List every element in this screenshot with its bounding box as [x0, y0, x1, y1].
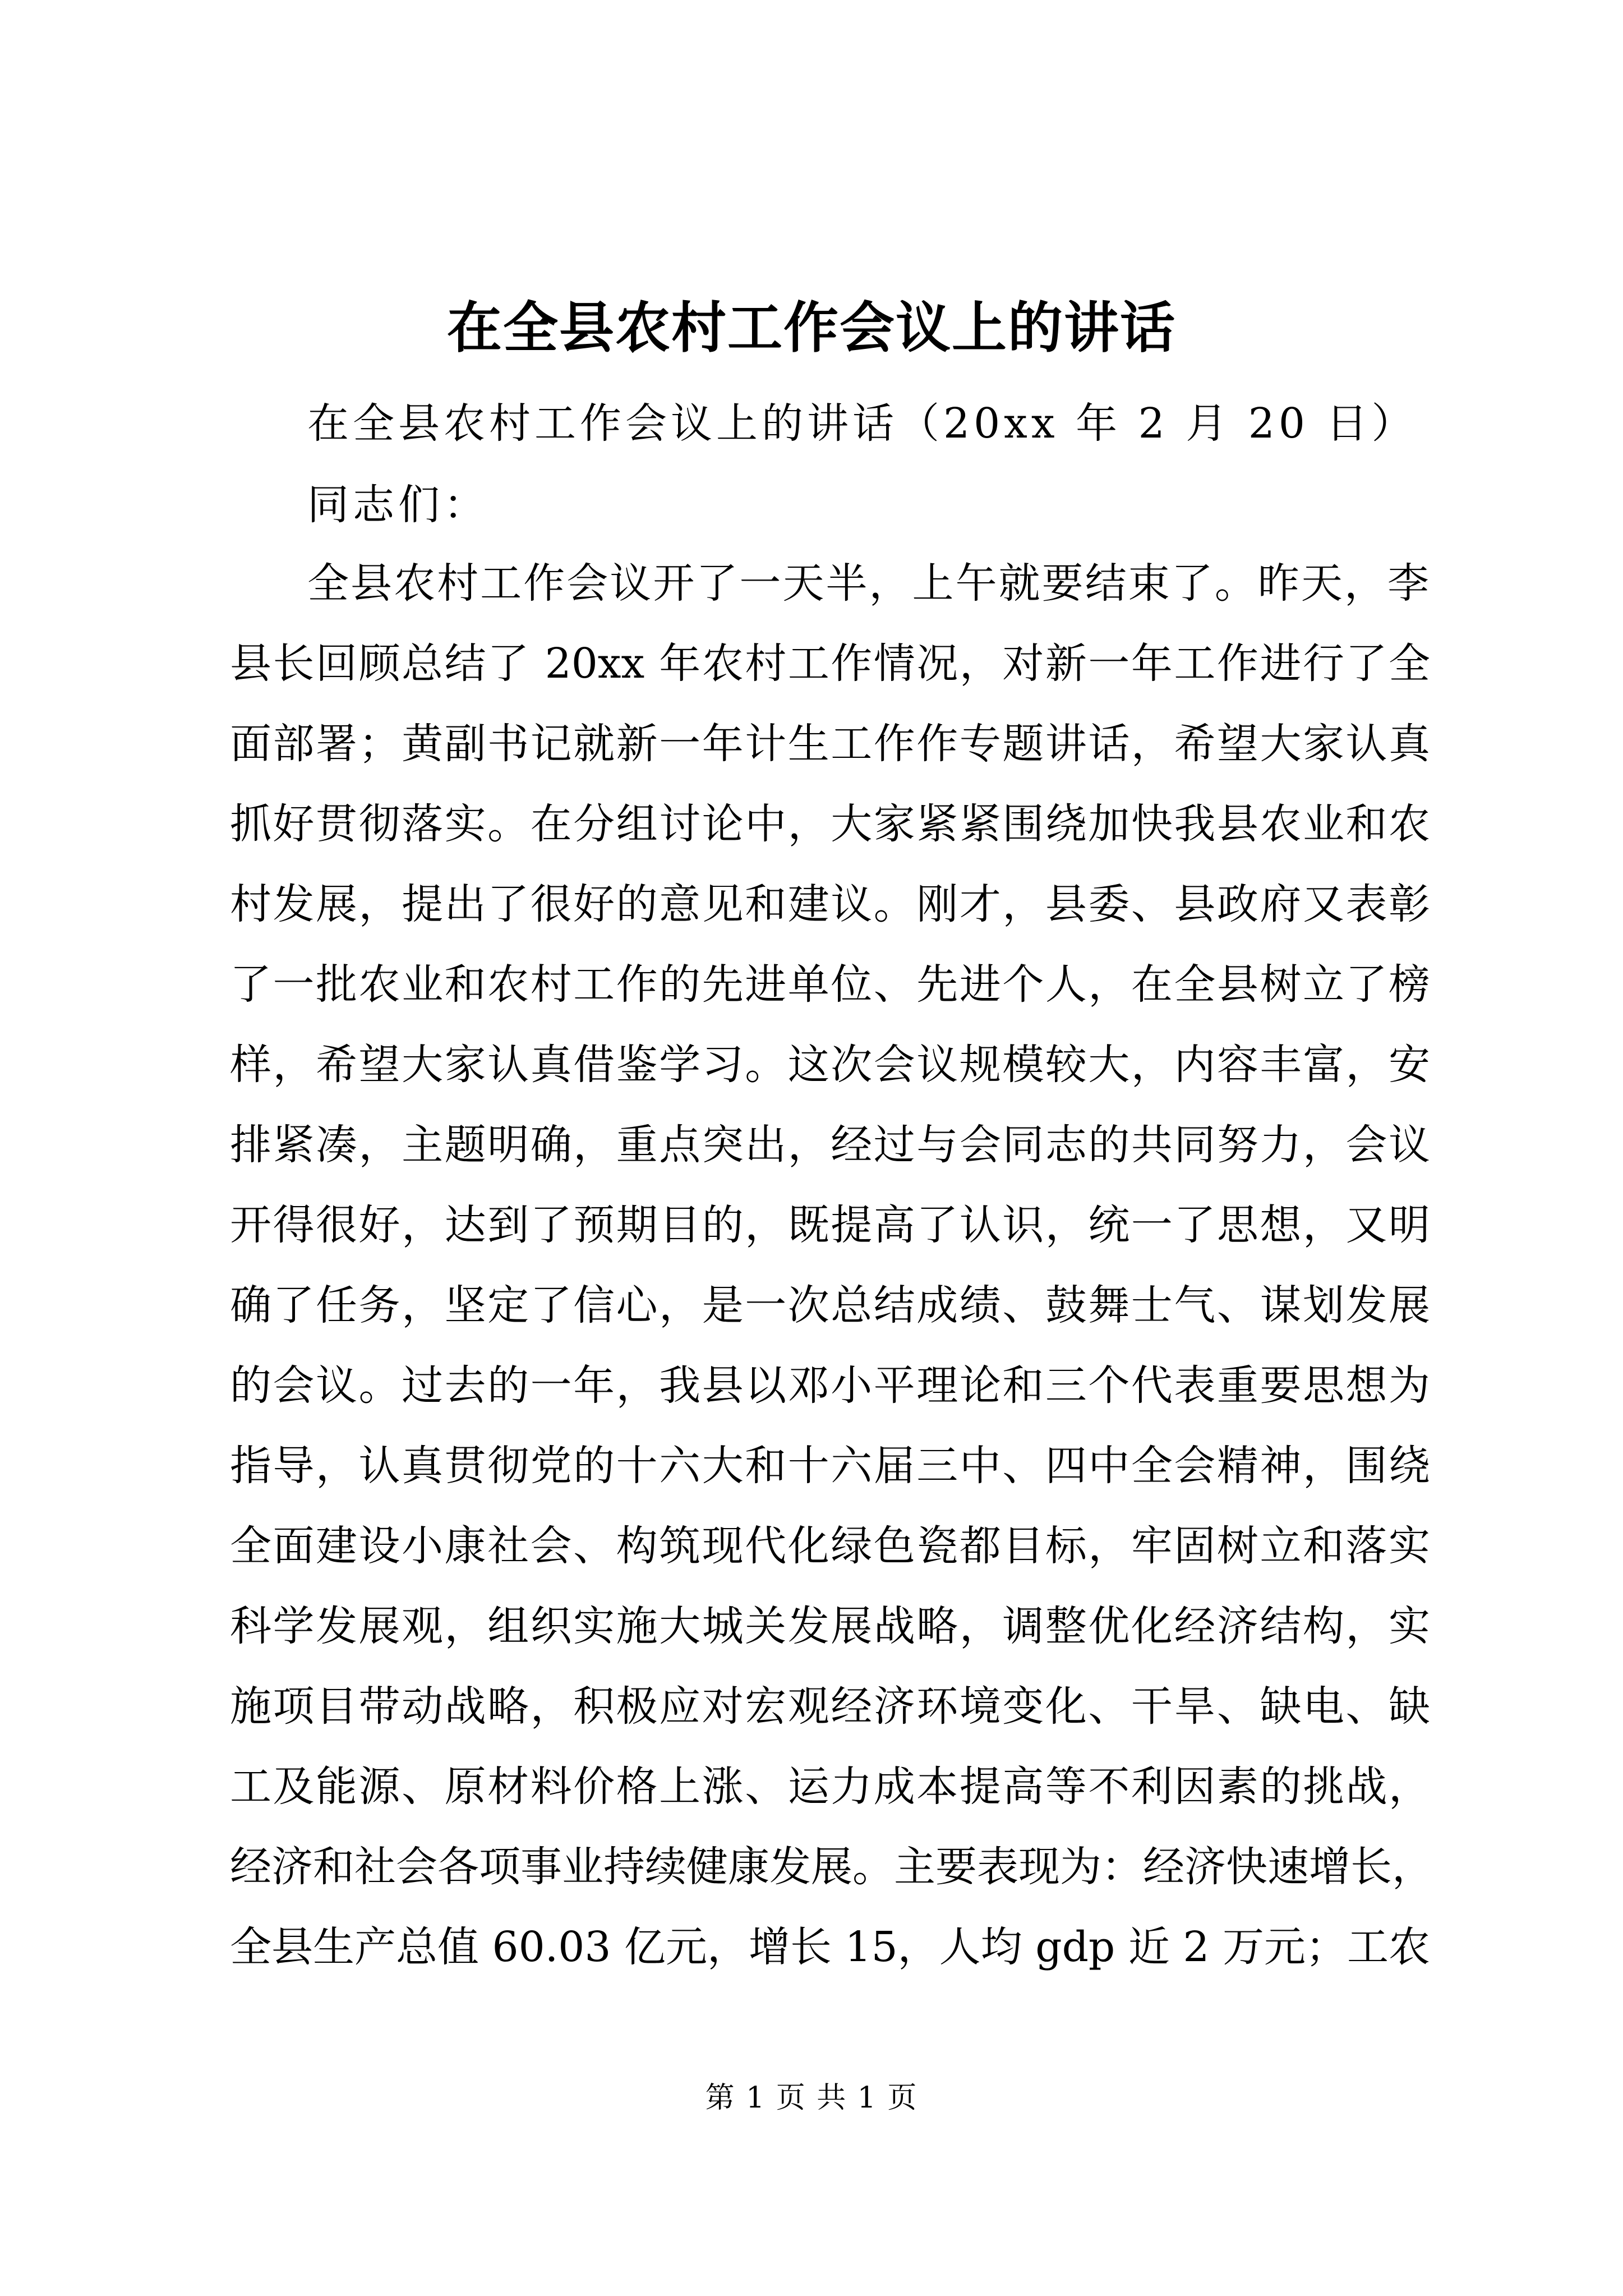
body-line: 全县生产总值 60.03 亿元，增长 15，人均 gdp 近 2 万元；工农 [230, 1923, 1430, 1971]
body-line: 排紧凑，主题明确，重点突出，经过与会同志的共同努力，会议 [230, 1121, 1430, 1169]
body-line: 开得很好，达到了预期目的，既提高了认识，统一了思想，又明 [230, 1201, 1430, 1249]
body-line: 抓好贯彻落实。在分组讨论中，大家紧紧围绕加快我县农业和农 [230, 800, 1430, 848]
body-line: 的会议。过去的一年，我县以邓小平理论和三个代表重要思想为 [230, 1361, 1430, 1410]
body-line: 工及能源、原材料价格上涨、运力成本提高等不利因素的挑战， [230, 1763, 1430, 1811]
body-line: 指导，认真贯彻党的十六大和十六届三中、四中全会精神，围绕 [230, 1442, 1430, 1490]
body-line: 了一批农业和农村工作的先进单位、先进个人，在全县树立了榜 [230, 960, 1430, 1009]
body-line: 面部署；黄副书记就新一年计生工作作专题讲话，希望大家认真 [230, 720, 1430, 768]
body-line: 样，希望大家认真借鉴学习。这次会议规模较大，内容丰富，安 [230, 1041, 1430, 1089]
body-line: 村发展，提出了很好的意见和建议。刚才，县委、县政府又表彰 [230, 880, 1430, 928]
body-line: 全面建设小康社会、构筑现代化绿色瓷都目标，牢固树立和落实 [230, 1522, 1430, 1570]
salutation: 同志们： [307, 481, 489, 529]
body-line: 县长回顾总结了 20xx 年农村工作情况，对新一年工作进行了全 [230, 639, 1430, 688]
document-subtitle: 在全县农村工作会议上的讲话（20xx 年 2 月 20 日） [307, 399, 1417, 448]
document-title: 在全县农村工作会议上的讲话 [446, 296, 1176, 360]
page-number-footer: 第 1 页 共 1 页 [705, 2081, 918, 2115]
body-line: 经济和社会各项事业持续健康发展。主要表现为：经济快速增长， [230, 1843, 1433, 1891]
body-line: 确了任务，坚定了信心，是一次总结成绩、鼓舞士气、谋划发展 [230, 1281, 1430, 1329]
body-line: 施项目带动战略，积极应对宏观经济环境变化、干旱、缺电、缺 [230, 1682, 1430, 1731]
body-line: 科学发展观，组织实施大城关发展战略，调整优化经济结构，实 [230, 1602, 1430, 1650]
body-line: 全县农村工作会议开了一天半，上午就要结束了。昨天，李 [307, 559, 1429, 608]
